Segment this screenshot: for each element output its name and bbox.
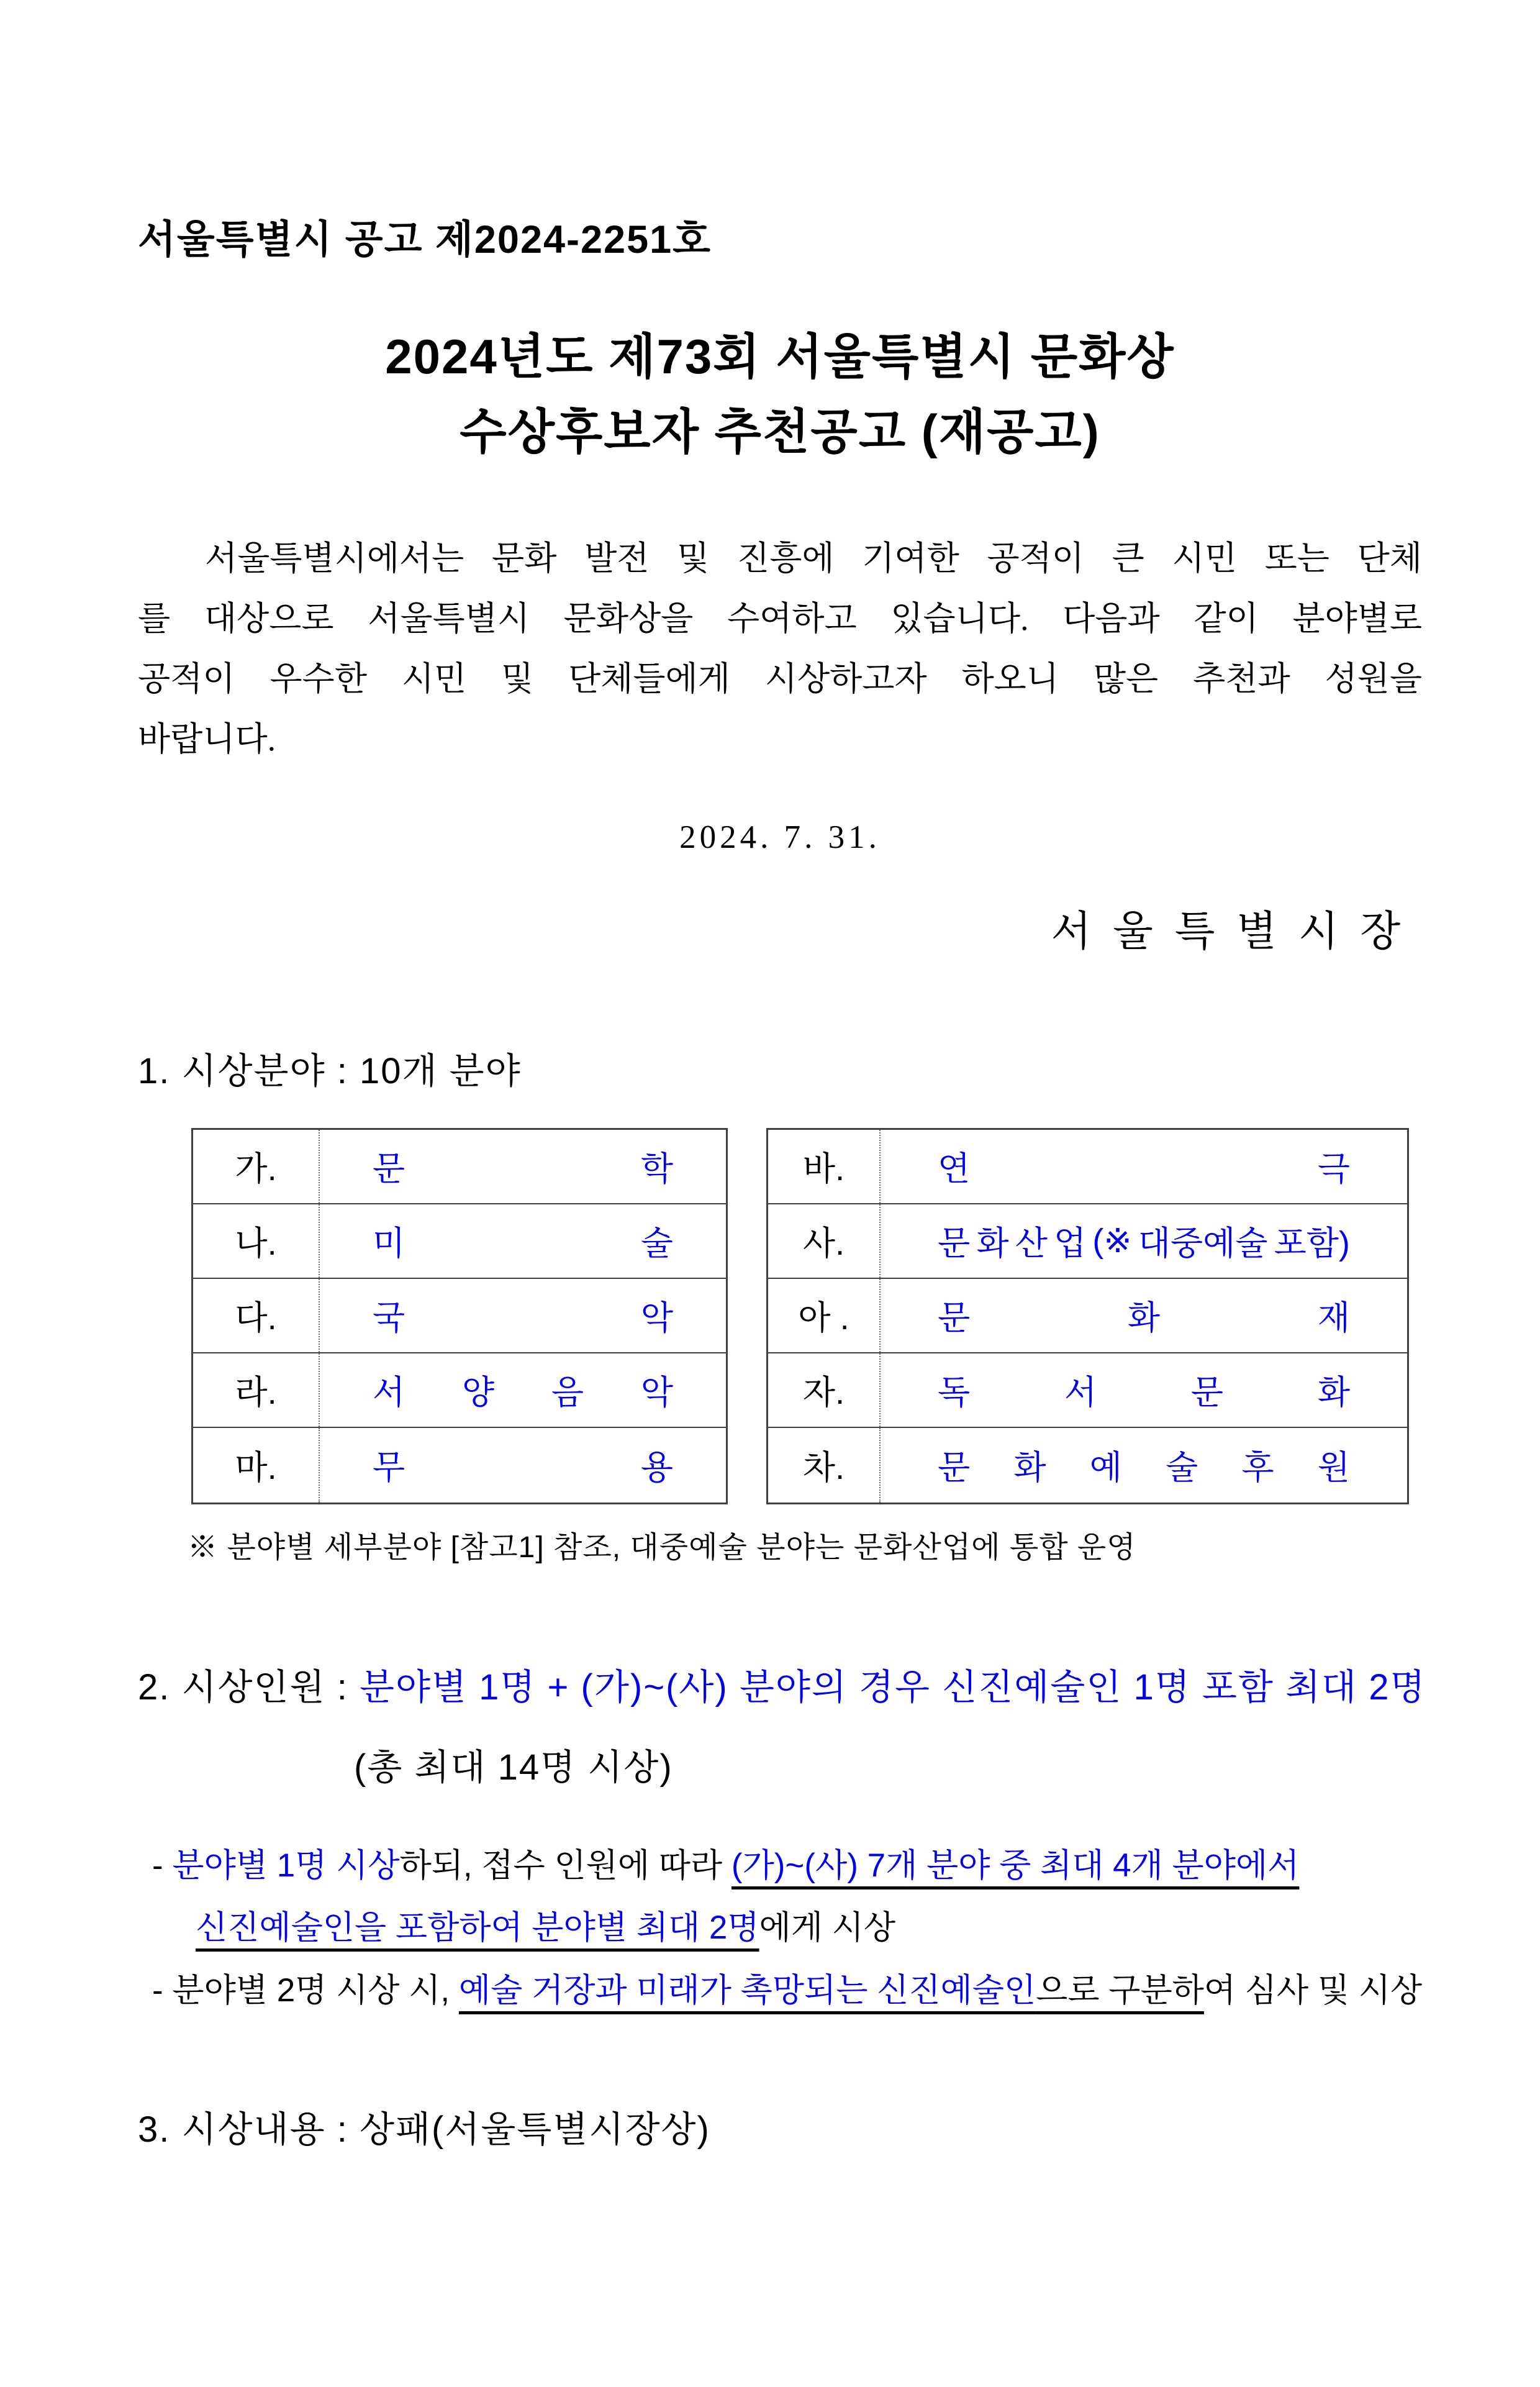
field-value-token: 악 bbox=[640, 1374, 673, 1412]
field-value-token: 문 bbox=[938, 1449, 971, 1487]
text-segment: 예술 거장과 미래가 촉망되는 신진예술인 bbox=[458, 1971, 1036, 2009]
field-label: 다. bbox=[193, 1279, 320, 1352]
body-line: 바랍니다. bbox=[138, 721, 276, 758]
right-fields-table bbox=[766, 1128, 1409, 1504]
text-segment: 으로 구분하 bbox=[1036, 1971, 1204, 2009]
field-value-token: 서 bbox=[1064, 1374, 1097, 1412]
field-value-token: 문 bbox=[938, 1225, 971, 1263]
field-value-token: 문 bbox=[1190, 1374, 1224, 1412]
field-value-token: 재 bbox=[1317, 1299, 1350, 1337]
field-label: 가. bbox=[193, 1130, 320, 1203]
fields-footnote: ※ 분야별 세부분야 [참고1] 참조, 대중예술 분야는 문화산업에 통합 운영 bbox=[188, 1530, 1136, 1564]
field-label: 차. bbox=[768, 1428, 881, 1503]
field-value-token: 연 bbox=[938, 1150, 971, 1188]
field-value-token: 극 bbox=[1317, 1150, 1350, 1188]
table-row bbox=[193, 1353, 726, 1428]
bullet-line bbox=[152, 1960, 1422, 2022]
table-row bbox=[193, 1130, 726, 1204]
table-row bbox=[768, 1428, 1407, 1503]
page-content bbox=[0, 208, 1540, 2152]
field-value-token: 미 bbox=[373, 1225, 405, 1263]
text-segment: 분야별 2명 시상 시, bbox=[172, 1971, 459, 2009]
field-value-token: (※ bbox=[1092, 1222, 1132, 1260]
document-title bbox=[138, 319, 1422, 470]
field-value bbox=[881, 1279, 1407, 1352]
award-fields-tables bbox=[191, 1128, 1422, 1504]
table-row bbox=[193, 1279, 726, 1353]
field-label: 아 . bbox=[768, 1279, 881, 1352]
table-row bbox=[768, 1130, 1407, 1204]
text-segment: 에게 시상 bbox=[759, 1909, 896, 1947]
text-segment: - bbox=[152, 1847, 173, 1884]
table-row bbox=[768, 1204, 1407, 1279]
field-value-token: 서 bbox=[373, 1374, 405, 1412]
field-value-token: 문 bbox=[373, 1150, 405, 1188]
text-segment: 분야별 1명 시상 bbox=[172, 1847, 400, 1884]
section-2-heading bbox=[138, 1658, 1426, 1710]
field-value bbox=[320, 1130, 726, 1203]
text-segment: 하되, 접수 인원에 따라 bbox=[399, 1847, 732, 1884]
field-value-token: 후 bbox=[1241, 1449, 1274, 1487]
field-value-token: 화 bbox=[1127, 1299, 1161, 1337]
field-value bbox=[320, 1353, 726, 1427]
field-value-token: 무 bbox=[373, 1449, 405, 1487]
table-row bbox=[768, 1279, 1407, 1353]
field-value-token: 독 bbox=[938, 1374, 971, 1412]
left-fields-table bbox=[191, 1128, 728, 1504]
field-value-token: 음 bbox=[551, 1374, 584, 1412]
field-value-token: 포함) bbox=[1274, 1225, 1350, 1263]
section-1-heading: 1. 시상분야 : 10개 분야 bbox=[138, 1050, 522, 1091]
section-2-subline: (총 최대 14명 시상) bbox=[354, 1747, 673, 1788]
text-segment: (가)~(사) 7개 분야 중 최대 4개 분야에서 bbox=[731, 1847, 1300, 1884]
body-line: 공적이 우수한 시민 및 단체들에게 시상하고자 하오니 많은 추천과 성원을 bbox=[138, 660, 1422, 698]
text-segment: 여 심사 및 시상 bbox=[1203, 1971, 1423, 2009]
section-3-heading: 3. 시상내용 : 상패(서울특별시장상) bbox=[138, 2109, 710, 2150]
field-value-token: 용 bbox=[640, 1449, 673, 1487]
body-line: 를 대상으로 서울특별시 문화상을 수여하고 있습니다. 다음과 같이 분야별로 bbox=[138, 599, 1422, 637]
field-label: 사. bbox=[768, 1204, 881, 1278]
field-label: 바. bbox=[768, 1130, 881, 1203]
field-value-token: 화 bbox=[976, 1225, 1009, 1263]
bullet-line bbox=[152, 1835, 1422, 1898]
field-value-token: 업 bbox=[1054, 1225, 1087, 1263]
field-value bbox=[320, 1428, 726, 1503]
field-value-token: 대중예술 bbox=[1138, 1225, 1268, 1263]
field-label: 자. bbox=[768, 1353, 881, 1427]
field-value bbox=[320, 1279, 726, 1352]
field-value-token: 술 bbox=[1166, 1449, 1198, 1487]
field-label: 라. bbox=[193, 1353, 320, 1427]
bullet-list bbox=[152, 1835, 1422, 2022]
field-value-token: 국 bbox=[373, 1299, 405, 1337]
section-2-heading-blue: 분야별 1명 + (가)~(사) 분야의 경우 신진예술인 1명 포함 최대 2명 bbox=[359, 1666, 1426, 1707]
title-line-1: 2024년도 제73회 서울특별시 문화상 bbox=[385, 329, 1175, 384]
text-segment: - bbox=[152, 1971, 173, 2009]
field-value bbox=[881, 1130, 1407, 1203]
bullet-item bbox=[152, 1835, 1422, 1960]
section-2-heading-black: 2. 시상인원 : bbox=[138, 1666, 360, 1707]
field-value bbox=[881, 1204, 1407, 1278]
field-value-token: 술 bbox=[640, 1225, 673, 1263]
field-label: 나. bbox=[193, 1204, 320, 1278]
field-value-token: 산 bbox=[1015, 1225, 1048, 1263]
title-line-2: 수상후보자 추천공고 (재공고) bbox=[460, 404, 1100, 459]
bullet-line bbox=[152, 1897, 1422, 1960]
field-value bbox=[881, 1428, 1407, 1503]
field-value-token: 양 bbox=[461, 1374, 495, 1412]
field-value-token: 문 bbox=[938, 1299, 971, 1337]
field-value bbox=[881, 1353, 1407, 1427]
text-segment: 신진예술인을 포함하여 분야별 최대 2명 bbox=[196, 1909, 759, 1947]
body-paragraph bbox=[138, 529, 1422, 770]
table-row bbox=[193, 1204, 726, 1279]
body-line: 서울특별시에서는 문화 발전 및 진흥에 기여한 공적이 큰 시민 또는 단체 bbox=[205, 539, 1422, 577]
announcement-date: 2024. 7. 31. bbox=[679, 819, 881, 855]
table-row bbox=[768, 1353, 1407, 1428]
bullet-item bbox=[152, 1960, 1422, 2022]
field-value-token: 예 bbox=[1089, 1449, 1122, 1487]
mayor-signature: 서울특별시장 bbox=[1051, 908, 1422, 955]
field-value-token: 화 bbox=[1013, 1449, 1046, 1487]
field-value-token: 악 bbox=[640, 1299, 673, 1337]
field-value-token: 화 bbox=[1317, 1374, 1350, 1412]
field-value-token: 원 bbox=[1317, 1449, 1350, 1487]
field-value bbox=[320, 1204, 726, 1278]
notice-number: 서울특별시 공고 제2024-2251호 bbox=[138, 218, 712, 261]
announcement-page bbox=[0, 208, 1540, 2387]
table-row bbox=[193, 1428, 726, 1503]
field-label: 마. bbox=[193, 1428, 320, 1503]
field-value-token: 학 bbox=[640, 1150, 673, 1188]
